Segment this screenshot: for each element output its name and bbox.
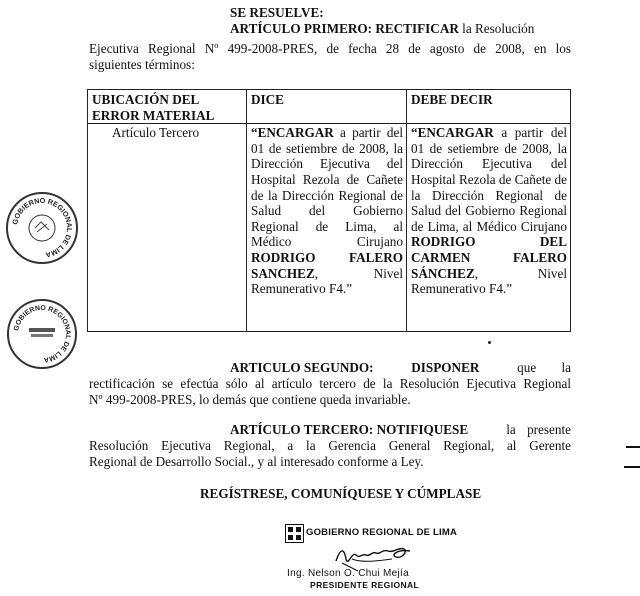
regional-seal-top xyxy=(6,192,78,264)
svg-text:GOBIERNO REGIONAL DE LIMA: GOBIERNO REGIONAL DE LIMA xyxy=(10,195,75,260)
article2-line1 xyxy=(230,360,571,376)
article3-label: ARTÍCULO TERCERO: xyxy=(230,422,374,437)
article3-verb: NOTIFIQUESE xyxy=(376,422,469,437)
article2-line3: Nº 499-2008-PRES, lo demás que contiene queda invariable. xyxy=(89,392,411,407)
article3-line1-rest: la presente xyxy=(506,422,571,437)
header-dice: DICE xyxy=(247,90,407,124)
article1-line1 xyxy=(230,21,571,37)
dice-tail: , Nivel Remunerativo F4.” xyxy=(251,265,403,297)
regional-seal-bottom xyxy=(7,299,77,369)
article2-label: ARTICULO SEGUNDO: xyxy=(230,360,374,375)
signature-institution: GOBIERNO REGIONAL DE LIMA xyxy=(306,527,458,538)
regional-logo-icon xyxy=(285,524,304,543)
header-location: UBICACIÓN DEL ERROR MATERIAL xyxy=(88,90,247,124)
debe-decir-text xyxy=(411,125,567,297)
dice-text xyxy=(251,125,403,297)
closing-formula: REGÍSTRESE, COMUNÍQUESE Y CÚMPLASE xyxy=(200,486,482,501)
cell-location: Artículo Tercero xyxy=(88,124,247,332)
article3-line2: Resolución Ejecutiva Regional, a la Gerencia General Regional, al Gerente xyxy=(89,438,571,453)
edge-mark-1 xyxy=(626,446,640,448)
speck-mark xyxy=(488,341,491,344)
cell-dice xyxy=(247,124,407,332)
debe-tail: , Nivel Remunerativo F4.” xyxy=(411,265,567,297)
signatory-name: Ing. Nelson O. Chui Mejía xyxy=(287,568,409,579)
article3-line3: Regional de Desarrollo Social., y al interesado conforme a Ley. xyxy=(89,454,424,469)
article1-line1-rest: la Resolución xyxy=(462,21,535,36)
edge-mark-2 xyxy=(624,466,640,468)
debe-name: RODRIGO DEL CARMEN FALERO SÁNCHEZ xyxy=(411,234,567,281)
article1-verb: RECTIFICAR xyxy=(375,21,459,36)
article3-line1 xyxy=(230,422,571,438)
dice-name: RODRIGO FALERO SANCHEZ xyxy=(251,249,403,281)
se-resuelve-heading: SE RESUELVE: xyxy=(230,5,324,20)
debe-body: a partir del 01 de setiembre de 2008, la Dirección Ejecutiva del Hospital Rezola de Cañete de la Dirección Regional de Salud del Gobierno Regional de Lima, al Médico Cirujano xyxy=(411,125,567,234)
seal-ring-icon xyxy=(8,194,76,262)
cell-debe-decir xyxy=(407,124,571,332)
dice-lead: “ENCARGAR xyxy=(251,125,334,141)
dice-body: a partir del 01 de setiembre de 2008, la Dirección Ejecutiva del Hospital Rezola de Cañete de la Dirección Regional de Salud del Gobierno Regional de Lima, al Médico Cirujano xyxy=(251,125,403,250)
article2-verb: DISPONER xyxy=(411,360,480,375)
seal-ring-icon-2 xyxy=(9,301,75,367)
table-row xyxy=(88,124,571,332)
regional-logo xyxy=(285,524,304,543)
header-debe-decir: DEBE DECIR xyxy=(407,90,571,124)
article1-line2: Ejecutiva Regional Nº 499-2008-PRES, de fecha 28 de agosto de 2008, en los xyxy=(89,41,571,56)
correction-table xyxy=(87,89,571,332)
debe-lead: “ENCARGAR xyxy=(411,125,494,141)
article1-label: ARTÍCULO PRIMERO: xyxy=(230,21,373,36)
article2-line2: rectificación se efectúa sólo al artículo tercero de la Resolución Ejecutiva Regional xyxy=(89,376,571,391)
svg-text:GOBIERNO REGIONAL DE LIMA: GOBIERNO REGIONAL DE LIMA xyxy=(13,304,72,364)
article2-line1-rest: que la xyxy=(517,360,571,375)
table-header-row xyxy=(88,90,571,124)
signatory-title: PRESIDENTE REGIONAL xyxy=(310,580,420,590)
article1-line3: siguientes términos: xyxy=(89,57,195,72)
